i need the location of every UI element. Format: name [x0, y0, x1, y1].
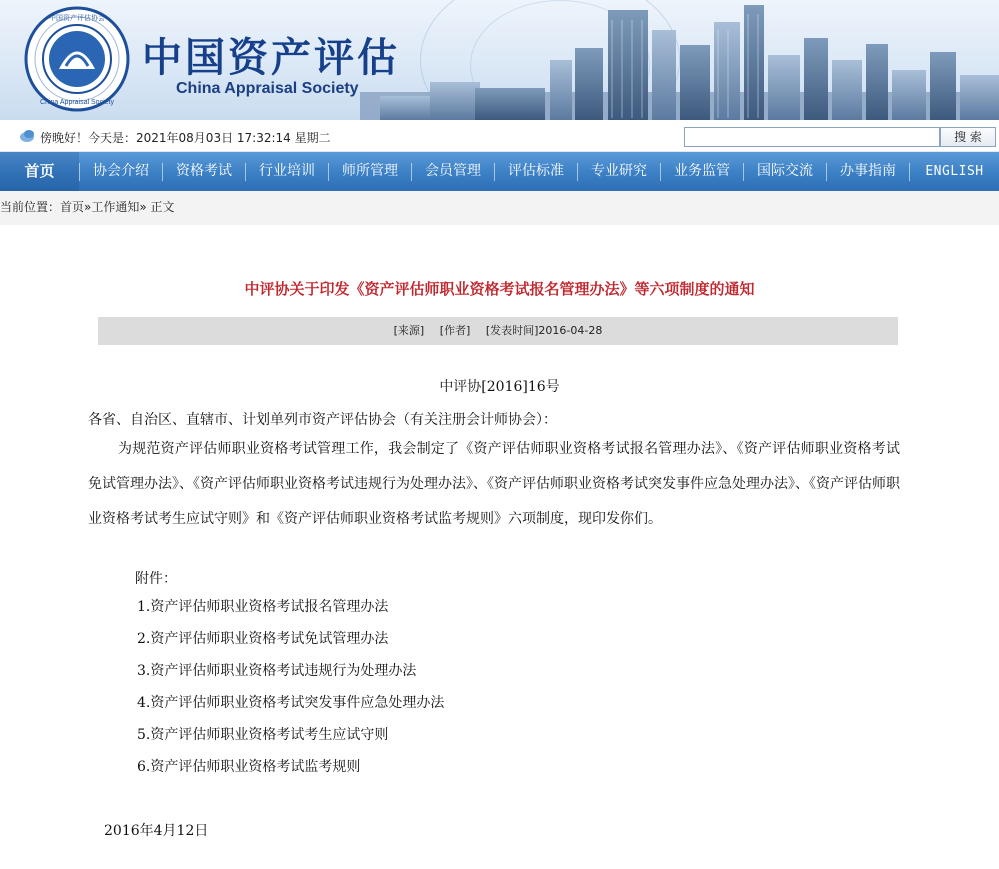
greeting-datetime: 傍晚好！今天是：2021年08月03日 17:32:14 星期二 [40, 131, 331, 145]
nav-item-guide[interactable]: 办事指南 [840, 163, 897, 179]
nav-item-membership[interactable]: 会员管理 [425, 163, 482, 179]
breadcrumb-separator: » [84, 200, 92, 214]
logo-ring-text: 中国资产评估协会 [49, 14, 105, 22]
nav-item-standards[interactable]: 评估标准 [508, 163, 565, 179]
addressee: 各省、自治区、直辖市、计划单列市资产评估协会（有关注册会计师协会）： [88, 412, 557, 428]
breadcrumb-separator: » [139, 200, 151, 214]
breadcrumb-home-link[interactable]: 首页 [60, 200, 85, 214]
nav-item-home[interactable]: 首页 [0, 152, 79, 191]
attachments-label: 附件： [135, 571, 177, 587]
nav-item-research[interactable]: 专业研究 [591, 163, 648, 179]
article-title: 中评协关于印发《资产评估师职业资格考试报名管理办法》等六项制度的通知 [244, 280, 755, 298]
site-subtitle: China Appraisal Society [176, 80, 359, 97]
document-number: 中评协[2016]16号 [439, 379, 560, 395]
nav-item-english[interactable]: ENGLISH [925, 164, 984, 179]
nav-item-firm-management[interactable]: 师所管理 [342, 163, 399, 179]
breadcrumb-current: 正文 [150, 200, 175, 214]
meta-source: [来源] [393, 324, 425, 337]
attachment-item: 3.资产评估师职业资格考试违规行为处理办法 [137, 663, 417, 679]
logo-ring-text-en: China Appraisal Society [40, 99, 114, 106]
article-meta-bar [98, 317, 898, 345]
attachment-item: 5.资产评估师职业资格考试考生应试守则 [137, 727, 389, 743]
city-skyline-image [360, 0, 999, 120]
document-date: 2016年4月12日 [104, 823, 209, 839]
attachments-list [137, 591, 837, 783]
breadcrumb-section-link[interactable]: 工作通知 [91, 200, 140, 214]
attachment-item: 2.资产评估师职业资格考试免试管理办法 [137, 631, 389, 647]
meta-published-date: [发表时间]2016-04-28 [485, 324, 603, 337]
attachment-item: 1.资产评估师职业资格考试报名管理办法 [137, 599, 389, 615]
main-nav [0, 152, 999, 191]
weather-icon [18, 128, 36, 144]
nav-item-about[interactable]: 协会介绍 [93, 163, 150, 179]
nav-item-training[interactable]: 行业培训 [259, 163, 316, 179]
breadcrumb [0, 191, 999, 225]
nav-item-supervision[interactable]: 业务监管 [674, 163, 731, 179]
site-header-banner [0, 0, 999, 120]
attachment-item: 6.资产评估师职业资格考试监考规则 [137, 759, 361, 775]
article-paragraph: 为规范资产评估师职业资格考试管理工作，我会制定了《资产评估师职业资格考试报名管理办法》、《资产评估师职业资格考试免试管理办法》、《资产评估师职业资格考试违规行为处理办法》、《资产评估师职业资格考试突发事件应急处理办法》、《资产评估师职业资格考试考生应试守则》和《资产评估师职业资格考试监考规则》六项制度，现印发你们。 [88, 441, 900, 527]
nav-item-international[interactable]: 国际交流 [757, 163, 814, 179]
search-button[interactable]: 搜 索 [940, 127, 996, 147]
search-input[interactable] [684, 127, 940, 147]
nav-item-exams[interactable]: 资格考试 [176, 163, 233, 179]
meta-author: [作者] [439, 324, 471, 337]
attachment-item: 4.资产评估师职业资格考试突发事件应急处理办法 [137, 695, 445, 711]
breadcrumb-prefix: 当前位置： [0, 200, 61, 214]
site-title: 中国资产评估 [142, 34, 400, 81]
society-logo [24, 6, 130, 112]
